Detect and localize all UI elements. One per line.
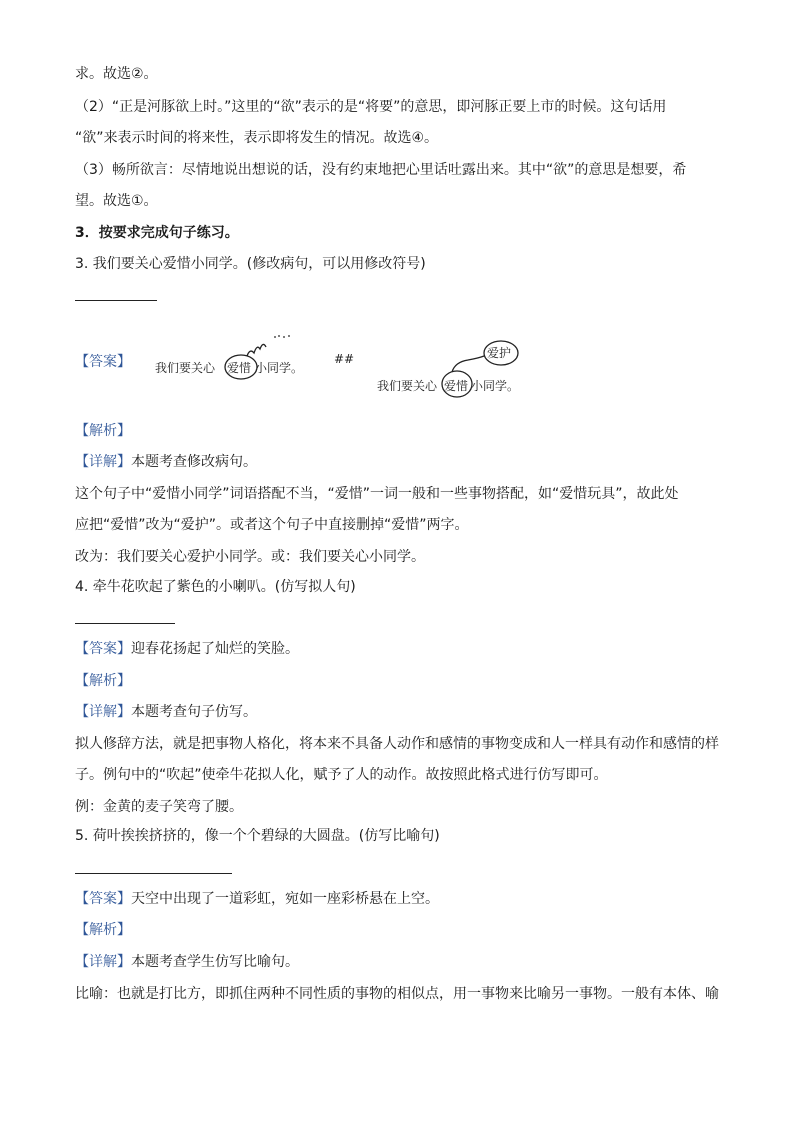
paragraph: （2）“正是河豚欲上时。”这里的“欲”表示的是“将要”的意思，即河豚正要上市的时候。这句话用: [75, 99, 667, 115]
hash-mark: ##: [334, 352, 355, 366]
section-heading: 3．按要求完成句子练习。: [75, 225, 239, 241]
paragraph: 求。故选②。: [75, 66, 158, 82]
paragraph: 例：金黄的麦子笑弯了腰。: [75, 799, 243, 815]
answer-tag: 【答案】: [75, 891, 131, 907]
answer-line: [75, 889, 439, 909]
analysis-tag: 【解析】: [75, 922, 131, 938]
answer-blank: [75, 623, 175, 624]
question-5: 5. 荷叶挨挨挤挤的，像一个个碧绿的大圆盘。(仿写比喻句): [75, 828, 440, 844]
paragraph: 望。故选①。: [75, 193, 158, 209]
analysis-tag: 【解析】: [75, 423, 131, 439]
paragraph: 这个句子中“爱惜小同学”词语搭配不当，“爱惜”一词一般和一些事物搭配，如“爱惜玩具”，故此处: [75, 486, 679, 502]
answer-line: [75, 639, 299, 659]
figure-right-circled-word: 爱惜: [444, 379, 469, 393]
paragraph: “欲”来表示时间的将来性，表示即将发生的情况。故选④。: [75, 130, 439, 146]
paragraph: （3）畅所欲言：尽情地说出想说的话，没有约束地把心里话吐露出来。其中“欲”的意思是想要，希: [75, 162, 687, 178]
detail-line: [75, 952, 299, 972]
deletion-circle: [225, 355, 257, 379]
deletion-squiggle: [247, 344, 266, 356]
substitution-circle: [442, 371, 472, 397]
paragraph: 子。例句中的“吹起”使牵牛花拟人化，赋予了人的动作。故按照此格式进行仿写即可。: [75, 767, 608, 783]
question-4: 4. 牵牛花吹起了紫色的小喇叭。(仿写拟人句): [75, 579, 356, 595]
analysis-tag: 【解析】: [75, 673, 131, 689]
paragraph: 比喻：也就是打比方，即抓住两种不同性质的事物的相似点，用一事物来比喻另一事物。一般有本体、喻: [75, 986, 719, 1002]
figure-left-circled-word: 爱惜: [227, 361, 252, 375]
figure-left-text-pre: 我们要关心: [155, 361, 216, 375]
answer-tag: 【答案】: [75, 354, 131, 370]
answer-tag: 【答案】: [75, 641, 131, 657]
detail-tag: 【详解】: [75, 454, 131, 470]
detail-text: 本题考查句子仿写。: [131, 704, 257, 720]
figure-right-text-pre: 我们要关心: [377, 379, 438, 393]
connector-line: [452, 356, 484, 372]
answer-text: 迎春花扬起了灿烂的笑脸。: [131, 641, 299, 657]
detail-line: [75, 452, 257, 472]
paragraph: 改为：我们要关心爱护小同学。或：我们要关心小同学。: [75, 549, 425, 565]
detail-line: [75, 702, 257, 722]
detail-text: 本题考查修改病句。: [131, 454, 257, 470]
figure-left-text-post: 小同学。: [255, 361, 304, 375]
paragraph: 应把“爱惜”改为“爱护”。或者这个句子中直接删掉“爱惜”两字。: [75, 517, 469, 533]
paragraph: 拟人修辞方法，就是把事物人格化，将本来不具备人动作和感情的事物变成和人一样具有动作和感情的样: [75, 736, 719, 752]
replacement-bubble: [484, 341, 518, 365]
detail-tag: 【详解】: [75, 704, 131, 720]
detail-text: 本题考查学生仿写比喻句。: [131, 954, 299, 970]
answer-blank: [75, 873, 232, 874]
answer-text: 天空中出现了一道彩虹，宛如一座彩桥悬在上空。: [131, 891, 439, 907]
replacement-bubble-text: 爱护: [487, 346, 512, 360]
question-3: 3. 我们要关心爱惜小同学。(修改病句，可以用修改符号): [75, 256, 426, 272]
figure-right-text-post: 小同学。: [471, 379, 520, 393]
detail-tag: 【详解】: [75, 954, 131, 970]
